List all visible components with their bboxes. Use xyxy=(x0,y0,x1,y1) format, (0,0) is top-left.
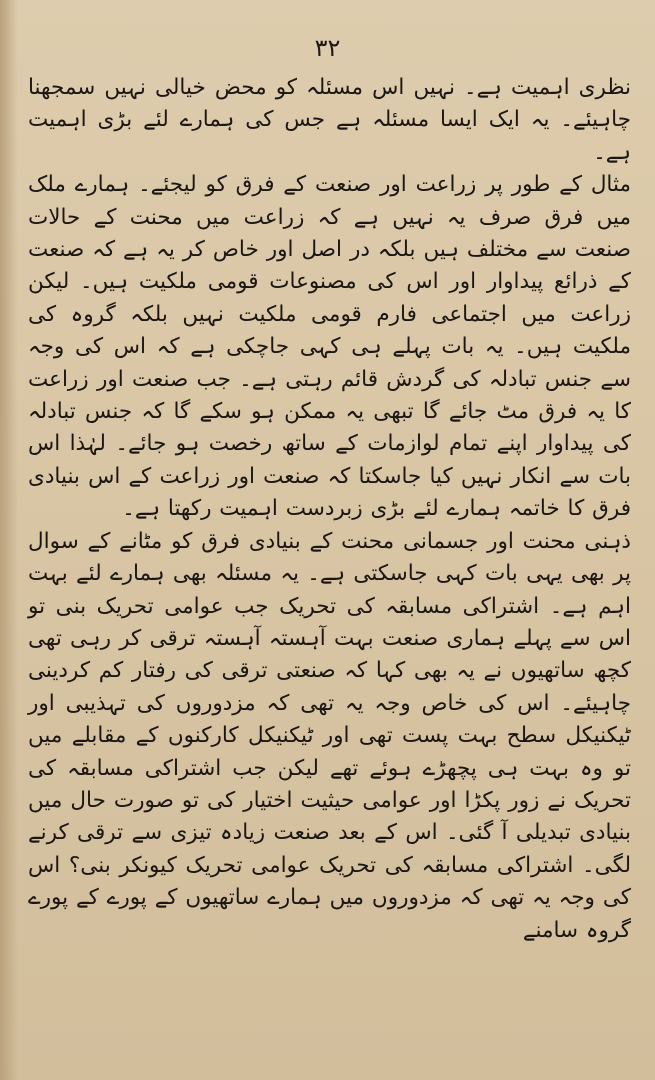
body-text xyxy=(28,72,631,947)
paragraph xyxy=(28,169,631,525)
paragraph-text: ذہنی محنت اور جسمانی محنت کے بنیادی فرق کو مٹانے کے سوال پر بھی یہی بات کہی جاسکتی ہے۔ یہ مسئلہ بھی ہمارے لئے بہت اہم ہے۔ اشتراکی مسابقہ کی تحریک جب عوامی تحریک بنی تو اس سے پہلے ہماری صنعت بہت آہستہ آہستہ ترقی کر رہی تھی کچھ ساتھیوں نے یہ بھی کہا کہ صنعتی ترقی کی رفتار کم کردینی چاہیئے۔ اس کی خاص وجہ یہ تھی کہ مزدوروں کی تہذیبی اور ٹیکنیکل سطح بہت پست تھی اور ٹیکنیکل کارکنوں کے مقابلے میں تو وہ بہت ہی پچھڑے ہوئے تھے لیکن جب اشتراکی مسابقہ کی تحریک نے زور پکڑا اور عوامی حیثیت اختیار کی تو صورت حال میں بنیادی تبدیلی آ گئی۔ اس کے بعد صنعت زیادہ تیزی سے ترقی کرنے لگی۔ اشتراکی مسابقہ کی تحریک عوامی تحریک کیونکر بنی؟ اس کی وجہ یہ تھی کہ مزدوروں میں ہمارے ساتھیوں کے پورے کے پورے گروہ سامنے xyxy=(28,528,631,943)
paragraph-text: مثال کے طور پر زراعت اور صنعت کے فرق کو لیجئے۔ ہمارے ملک میں فرق صرف یہ نہیں ہے کہ زراعت میں محنت کے حالات صنعت سے مختلف ہیں بلکہ در اصل اور خاص کر یہ ہے کہ صنعت کے ذرائع پیداوار اور اس کی مصنوعات قومی ملکیت ہیں۔ لیکن زراعت میں اجتماعی فارم قومی ملکیت نہیں بلکہ گروہ کی ملکیت ہیں۔ یہ بات پہلے ہی کہی جاچکی ہے کہ اس کی وجہ سے جنس تبادلہ کی گردش قائم رہتی ہے۔ جب صنعت اور زراعت کا یہ فرق مٹ جائے گا تبھی یہ ممکن ہو سکے گا کہ جنس تبادلہ کی پیداوار اپنے تمام لوازمات کے ساتھ رخصت ہو جائے۔ لہٰذا اس بات سے انکار نہیں کیا جاسکتا کہ صنعت اور زراعت کے اس بنیادی فرق کا خاتمہ ہمارے لئے بڑی زبردست اہمیت رکھتا ہے۔ xyxy=(28,172,631,522)
page-number: ۳۲ xyxy=(314,34,341,62)
paragraph-text: نظری اہمیت ہے۔ نہیں اس مسئلہ کو محض خیالی نہیں سمجھنا چاہیئے۔ یہ ایک ایسا مسئلہ ہے جس کی ہمارے لئے بڑی اہمیت ہے۔ xyxy=(28,75,631,165)
paragraph xyxy=(28,526,631,947)
paragraph xyxy=(28,72,631,169)
